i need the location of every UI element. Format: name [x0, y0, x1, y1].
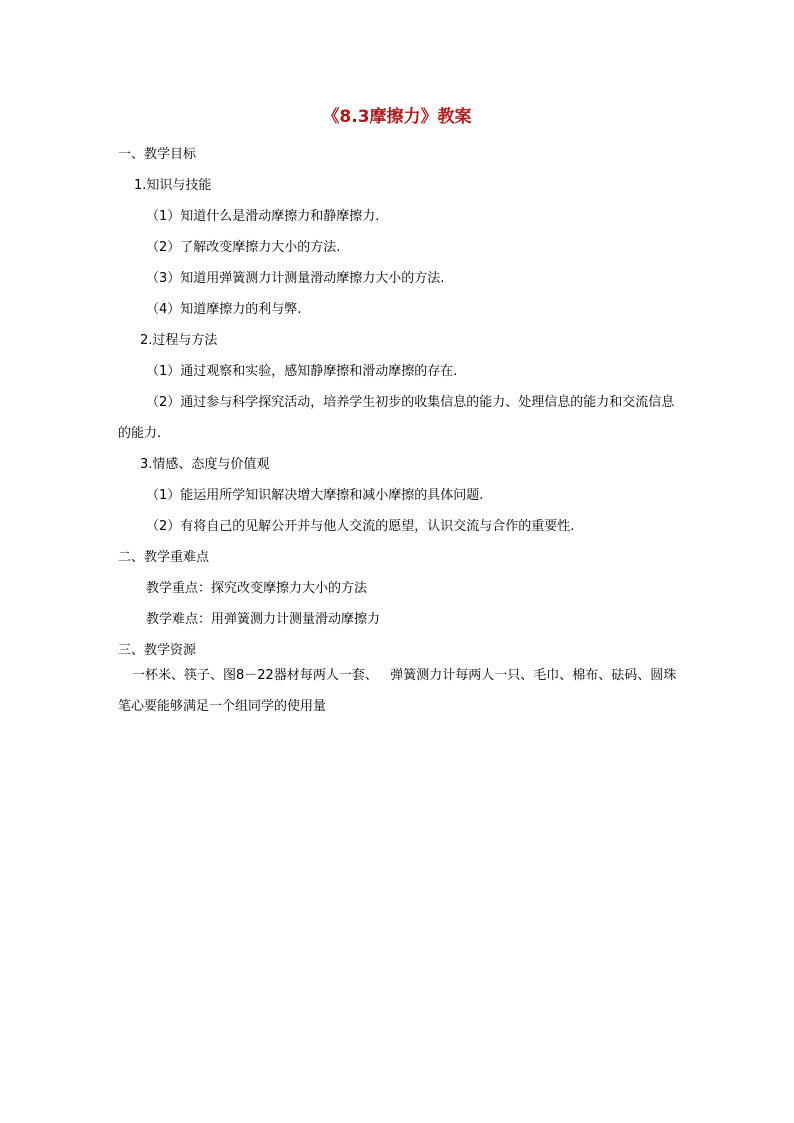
teaching-difficult-point: 教学难点：用弹簧测力计测量滑动摩擦力	[146, 612, 381, 627]
attitude-item-2: （2）有将自己的见解公开并与他人交流的愿望，认识交流与合作的重要性.	[146, 519, 575, 534]
knowledge-item-4: （4）知道摩擦力的利与弊.	[146, 302, 302, 317]
knowledge-item-3: （3）知道用弹簧测力计测量滑动摩擦力大小的方法.	[146, 271, 445, 286]
subsection-heading-process-methods: 2.过程与方法	[140, 333, 218, 348]
process-item-2: （2）通过参与科学探究活动，培养学生初步的收集信息的能力、处理信息的能力和交流信息的能力.	[118, 395, 675, 441]
subsection-heading-knowledge-skills: 1.知识与技能	[134, 178, 212, 193]
knowledge-item-2: （2）了解改变摩擦力大小的方法.	[146, 240, 341, 255]
section-heading-resources: 三、教学资源	[118, 643, 197, 658]
teaching-key-point: 教学重点：探究改变摩擦力大小的方法	[146, 581, 368, 596]
section-heading-objectives: 一、教学目标	[118, 147, 197, 162]
document-title: 《8.3摩擦力》教案	[322, 107, 472, 127]
section-heading-key-difficult-points: 二、教学重难点	[118, 550, 210, 565]
process-item-1: （1）通过观察和实验，感知静摩擦和滑动摩擦的存在.	[146, 364, 458, 379]
attitude-item-1: （1）能运用所学知识解决增大摩擦和减小摩擦的具体问题.	[146, 488, 484, 503]
knowledge-item-1: （1）知道什么是滑动摩擦力和静摩擦力.	[146, 209, 380, 224]
resources-content: 一杯米、筷子、图8－22器材每两人一套、 弹簧测力计每两人一只、毛巾、棉布、砝码、圆珠笔心要能够满足一个组同学的使用量	[118, 668, 677, 714]
subsection-heading-attitudes-values: 3.情感、态度与价值观	[140, 457, 270, 472]
